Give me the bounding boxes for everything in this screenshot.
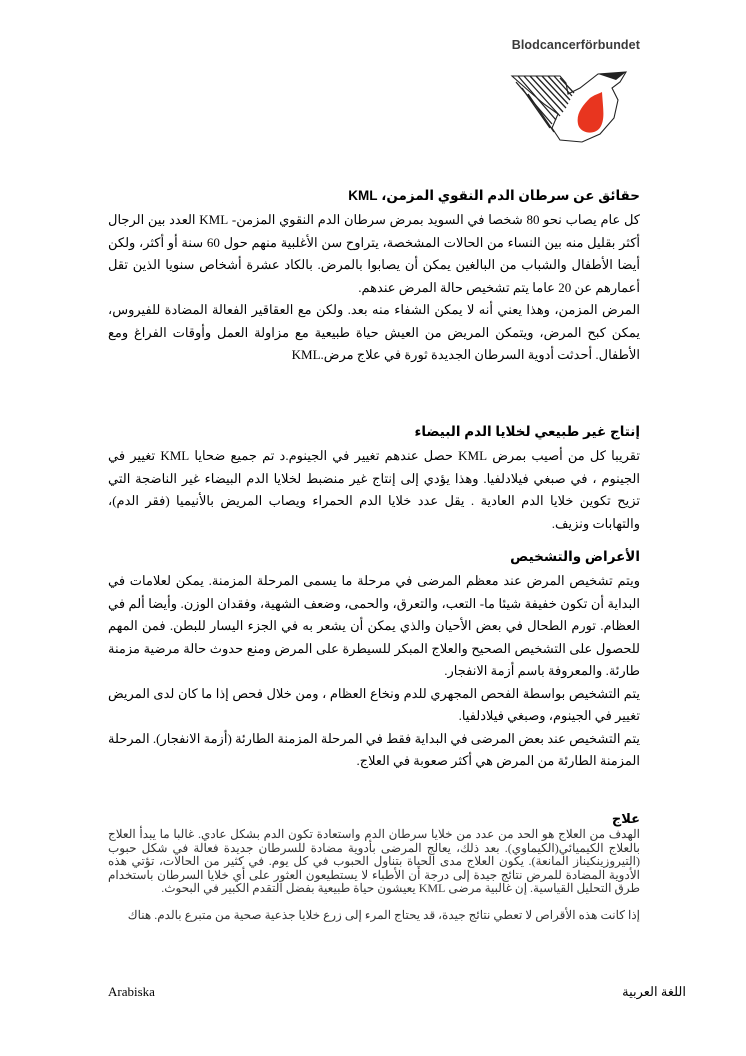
section-kml-facts [108,188,640,367]
section-heading: حقائق عن سرطان الدم النقوي المزمن، KML [348,188,640,203]
organization-name: Blodcancerförbundet [511,38,640,52]
dove-logo-icon [508,56,636,144]
paragraph: يتم التشخيص بواسطة الفحص المجهري للدم ونخاع العظام ، ومن خلال فحص إذا ما كان لدى المريض تغيير في الجينوم، وصبغي فيلادلفيا. [108,685,640,723]
section-heading: الأعراض والتشخيص [510,549,640,564]
paragraph: الهدف من العلاج هو الحد من عدد من خلايا سرطان الدم واستعادة تكون الدم بشكل عادي. غالبا ما يبدأ العلاج بالعلاج الكيميائي(الكيماوي). بعد ذلك، يعالج المرضى بأدوية مضادة للسرطان جديدة فعالة في شكل حبوب (التيروزينكيناز المانعة). يكون العلاج مدى الحياة بتناول الحبوب في كل يوم. في كثير من الحالات، تؤتي هذه الأدوية المضادة للمرض نتائج جيدة إلى درجة أن الأطباء لا يستطيعون العثور على أي خلايا السرطان باستخدام طرق التحليل القياسية. إن غالبية مرضى KML يعيشون حياة طبيعية بفضل التقدم الكبير في البحوث. [108,827,640,895]
footer-language-arabic: اللغة العربية [622,984,686,999]
paragraph: كل عام يصاب نحو 80 شخصا في السويد بمرض سرطان الدم النقوي المزمن- KML العدد بين الرجال أكثر بقليل منه بين النساء من الحالات المشخصة، يتراوح سن الأغلبية منهم حول 60 سنة أو أكثر، ولكن أيضا الأطفال والشباب من البالغين يمكن أن يصابوا بالمرض. بالكاد عشرة أشخاص سنويا الذين تقل أعمارهم عن 20 عاما يتم تشخيص حالة المرض عندهم. [108,212,641,295]
section-treatment [108,811,640,922]
paragraph: المرض المزمن، وهذا يعني أنه لا يمكن الشفاء منه بعد. ولكن مع العقاقير الفعالة المضادة للفيروس، يمكن كبح المرض، ويتمكن المريض من العيش حياة طبيعية مع مزاولة العمل وأوقات الفراغ ومع الأطفال. أحدثت أدوية السرطان الجديدة ثورة في علاج مرض.KML [108,302,640,362]
section-heading: إنتاج غير طبيعي لخلايا الدم البيضاء [414,424,640,439]
section-heading: علاج [611,811,640,826]
paragraph: يتم التشخيص عند بعض المرضى في البداية فقط في المرحلة المزمنة الطارئة (أزمة الانفجار). المرحلة المزمنة الطارئة من المرض هي أكثر صعوبة في العلاج. [108,730,640,768]
section-symptoms-diagnosis [108,549,640,773]
paragraph: إذا كانت هذه الأقراص لا تعطي نتائج جيدة، قد يحتاج المرء إلى زرع خلايا جذعية صحية من متبرع بالدم. هناك [127,907,640,922]
paragraph: تقريبا كل من أصيب بمرض KML حصل عندهم تغيير في الجينوم.د تم جميع ضحايا KML تغيير في الجينوم ، في صبغي فيلادلفيا. وهذا يؤدي إلى إنتاج غير منضبط لخلايا الدم البيضاء غير الناضجة التي تزيح تكوين خلايا الدم العادية . يقل عدد خلايا الدم الحمراء ويصاب المريض بالأنيميا (فقر الدم)، والتهابات ونزيف. [108,448,640,531]
footer-language-latin: Arabiska [108,984,155,999]
paragraph: ويتم تشخيص المرض عند معظم المرضى في مرحلة ما يسمى المرحلة المزمنة. يمكن لعلامات في البداية أن تكون خفيفة شيئا ما- التعب، والتعرق، والحمى، وضعف الشهية، وفقدان الوزن. وأيضا ألم في العظام. تورم الطحال في بعض الأحيان والذي يمكن أن يشعر به في الجزء اليسار للبطن. فمن المهم للحصول على التشخيص الصحيح والعلاج المبكر للسيطرة على المرض ومنع حدوث حالة مرضية مزمنة طارئة. والمعروفة باسم أزمة الانفجار. [108,573,640,678]
section-abnormal-production [108,424,640,535]
